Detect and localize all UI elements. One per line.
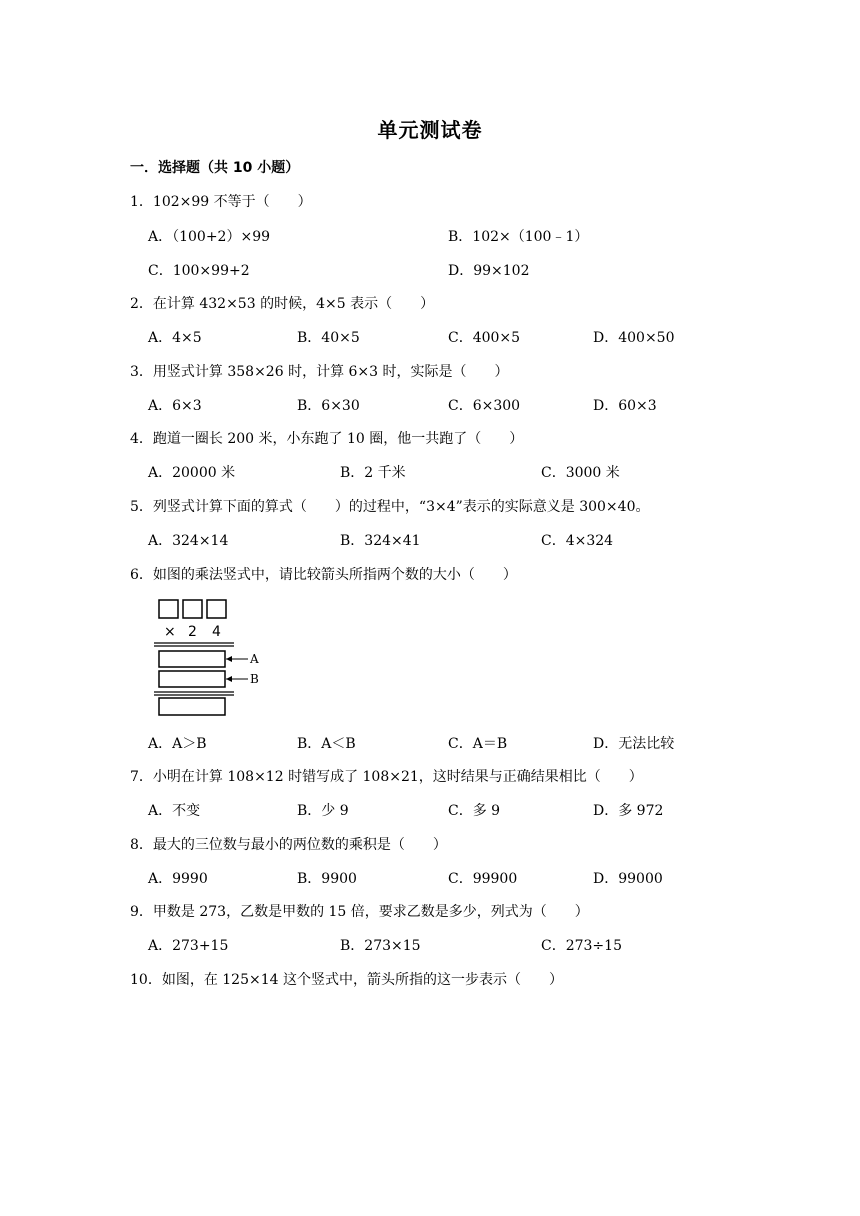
label-a: A: [250, 652, 259, 666]
q7-option-b: B．少 9: [297, 803, 349, 819]
q2-option-b: B．40×5: [297, 330, 360, 346]
q6-option-d: D．无法比较: [593, 736, 675, 752]
q4-option-b: B．2 千米: [340, 465, 406, 481]
q5-option-c: C．4×324: [541, 533, 614, 549]
q1-option-a: A．（100+2）×99: [148, 229, 271, 245]
q3-option-b: B．6×30: [297, 398, 360, 414]
q6-option-a: A．A＞B: [148, 736, 207, 752]
q5-option-b: B．324×41: [340, 533, 421, 549]
partial-product-b-box: [159, 671, 225, 687]
q6-option-b: B．A＜B: [297, 736, 356, 752]
question-2: 2．在计算 432×53 的时候，4×5 表示（ ）: [130, 296, 435, 312]
question-8: 8．最大的三位数与最小的两位数的乘积是（ ）: [130, 837, 447, 853]
q3-option-c: C．6×300: [448, 398, 521, 414]
digit-box-3: [207, 600, 226, 618]
label-b: B: [250, 672, 259, 686]
digit-box-1: [159, 600, 178, 618]
multiplication-diagram: [152, 596, 262, 720]
q6-option-c: C．A＝B: [448, 736, 508, 752]
q4-option-a: A．20000 米: [148, 465, 236, 481]
q4-option-c: C．3000 米: [541, 465, 620, 481]
question-5: 5．列竖式计算下面的算式（ ）的过程中，“3×4”表示的实际意义是 300×40。: [130, 499, 650, 515]
question-7: 7．小明在计算 108×12 时错写成了 108×21，这时结果与正确结果相比（ ）: [130, 769, 643, 785]
question-1: 1．102×99 不等于（ ）: [130, 194, 312, 210]
q8-option-b: B．9900: [297, 871, 357, 887]
q9-option-c: C．273÷15: [541, 938, 622, 954]
q7-option-d: D．多 972: [593, 803, 664, 819]
question-6: 6．如图的乘法竖式中，请比较箭头所指两个数的大小（ ）: [130, 567, 517, 583]
multiplier-ones-digit: 4: [212, 624, 221, 640]
question-9: 9．甲数是 273，乙数是甲数的 15 倍，要求乙数是多少，列式为（ ）: [130, 904, 589, 920]
question-4: 4．跑道一圈长 200 米，小东跑了 10 圈，他一共跑了（ ）: [130, 431, 524, 447]
partial-product-a-box: [159, 651, 225, 667]
q2-option-d: D．400×50: [593, 330, 675, 346]
arrow-a-head: [226, 656, 232, 662]
q5-option-a: A．324×14: [148, 533, 229, 549]
q2-option-c: C．400×5: [448, 330, 521, 346]
q8-option-c: C．99900: [448, 871, 518, 887]
product-box: [159, 698, 225, 715]
page-title: 单元测试卷: [377, 118, 483, 142]
q2-option-a: A．4×5: [148, 330, 202, 346]
q3-option-d: D．60×3: [593, 398, 657, 414]
question-10: 10．如图，在 125×14 这个竖式中，箭头所指的这一步表示（ ）: [130, 972, 563, 988]
q3-option-a: A．6×3: [148, 398, 202, 414]
digit-box-2: [183, 600, 202, 618]
q7-option-a: A．不变: [148, 803, 201, 819]
q1-option-d: D．99×102: [448, 263, 530, 279]
multiplier-tens-digit: 2: [188, 624, 197, 640]
q8-option-d: D．99000: [593, 871, 663, 887]
arrow-b-head: [226, 676, 232, 682]
q8-option-a: A．9990: [148, 871, 208, 887]
q9-option-b: B．273×15: [340, 938, 421, 954]
question-3: 3．用竖式计算 358×26 时，计算 6×3 时，实际是（ ）: [130, 364, 509, 380]
q9-option-a: A．273+15: [148, 938, 229, 954]
multiply-sign: ×: [164, 624, 176, 640]
q7-option-c: C．多 9: [448, 803, 501, 819]
section-heading: 一．选择题（共 10 小题）: [130, 160, 300, 176]
q1-option-c: C．100×99+2: [148, 263, 250, 279]
q1-option-b: B．102×（100﹣1）: [448, 229, 589, 245]
